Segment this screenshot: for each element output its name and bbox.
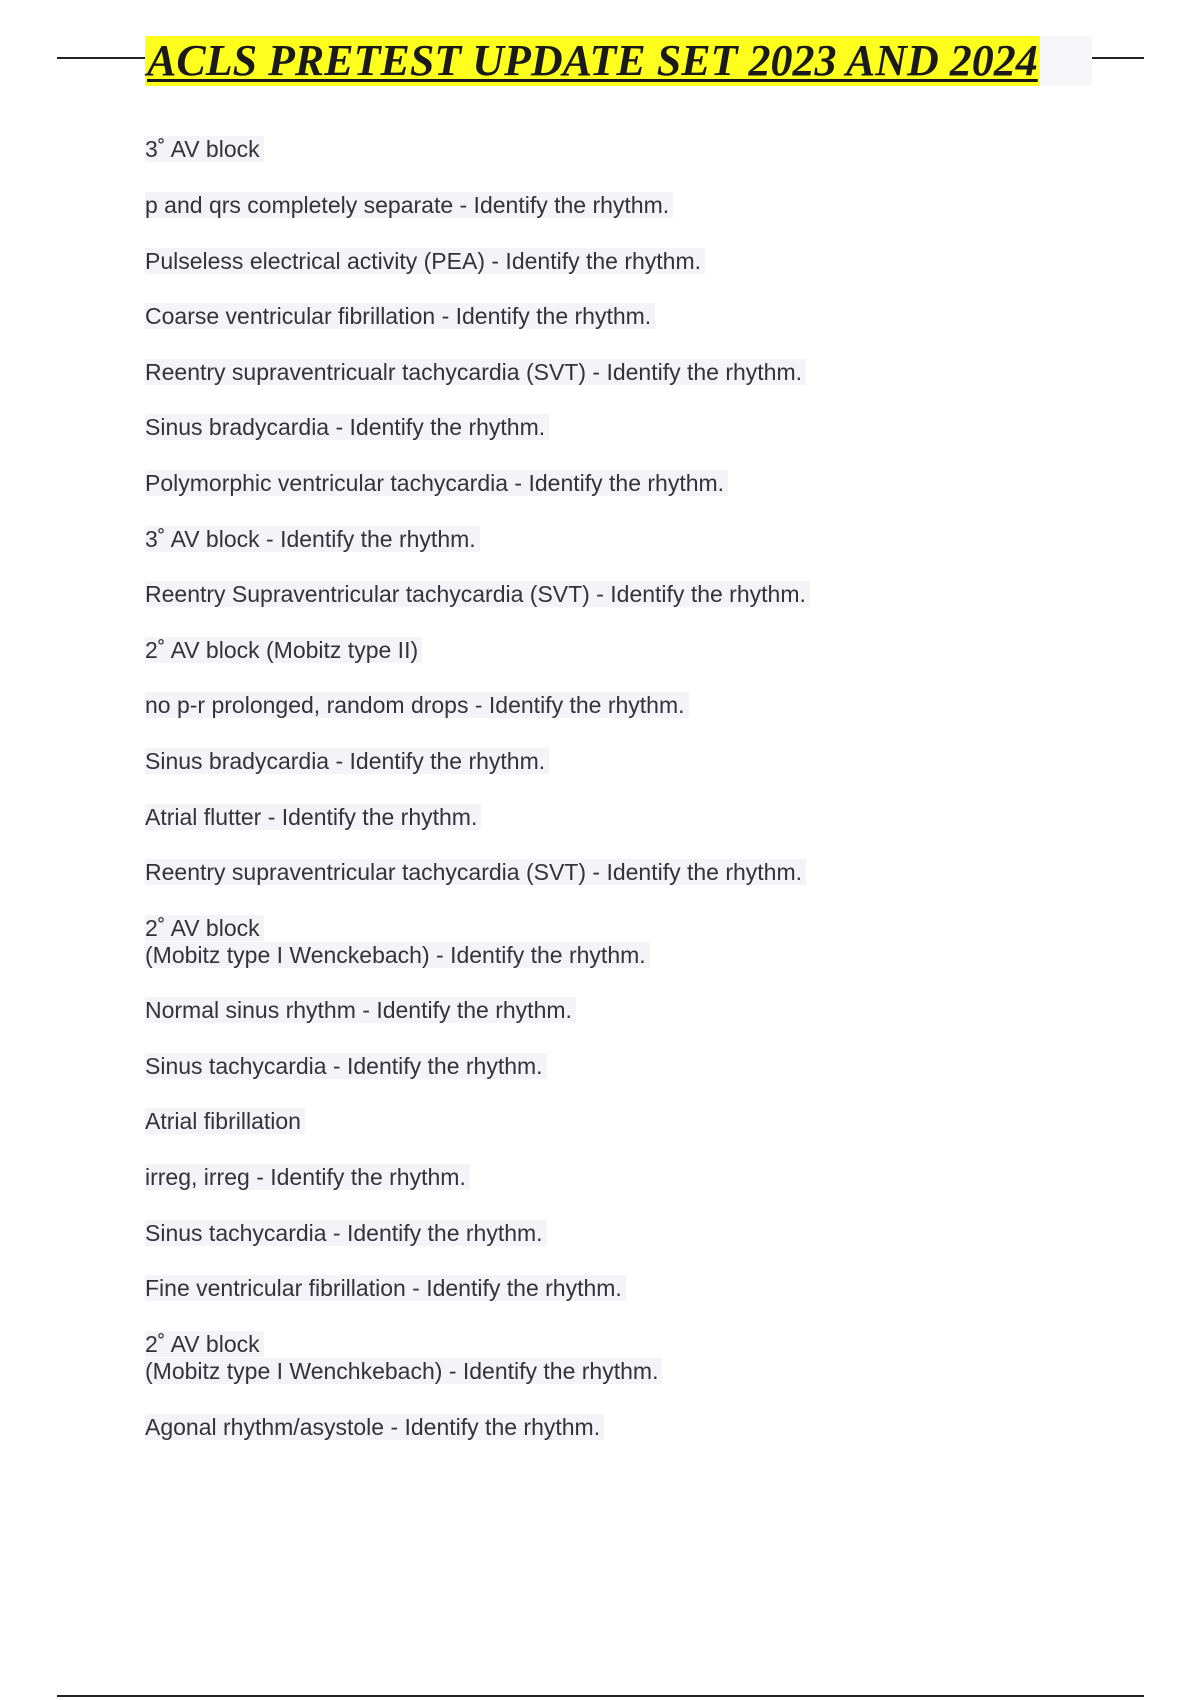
text-line: Agonal rhythm/asystole - Identify the rhythm. [145, 1413, 604, 1442]
text-line: Sinus bradycardia - Identify the rhythm. [145, 747, 549, 776]
text-line: Atrial flutter - Identify the rhythm. [145, 803, 481, 832]
text-line: Polymorphic ventricular tachycardia - Identify the rhythm. [145, 469, 728, 498]
text-line: (Mobitz type I Wenchkebach) - Identify the rhythm. [145, 1357, 662, 1386]
text-line: Pulseless electrical activity (PEA) - Identify the rhythm. [145, 247, 705, 276]
text-line: Reentry supraventricular tachycardia (SVT) - Identify the rhythm. [145, 858, 806, 887]
text-line: Reentry Supraventricular tachycardia (SVT) - Identify the rhythm. [145, 580, 810, 609]
text-line: (Mobitz type I Wenckebach) - Identify the rhythm. [145, 941, 650, 970]
footer-rule [57, 1695, 1144, 1697]
text-line: 3˚ AV block - Identify the rhythm. [145, 525, 480, 554]
text-line: Atrial fibrillation [145, 1107, 305, 1136]
text-line: irreg, irreg - Identify the rhythm. [145, 1163, 470, 1192]
text-line: Sinus tachycardia - Identify the rhythm. [145, 1219, 547, 1248]
text-line: 2˚ AV block (Mobitz type II) [145, 636, 422, 665]
text-line: 3˚ AV block [145, 135, 264, 164]
text-line: Reentry supraventricualr tachycardia (SVT) - Identify the rhythm. [145, 358, 806, 387]
header-rule-right [1092, 57, 1144, 59]
text-line: Sinus tachycardia - Identify the rhythm. [145, 1052, 547, 1081]
text-line: Coarse ventricular fibrillation - Identify the rhythm. [145, 302, 655, 331]
header-rule-left [57, 57, 145, 59]
text-line: no p-r prolonged, random drops - Identify the rhythm. [145, 691, 689, 720]
text-line: Sinus bradycardia - Identify the rhythm. [145, 413, 549, 442]
text-line: Fine ventricular fibrillation - Identify the rhythm. [145, 1274, 626, 1303]
text-line: Normal sinus rhythm - Identify the rhythm. [145, 996, 576, 1025]
text-line: p and qrs completely separate - Identify the rhythm. [145, 191, 673, 220]
text-line: 2˚ AV block [145, 914, 264, 943]
text-line: 2˚ AV block [145, 1330, 264, 1359]
document-title: ACLS PRETEST UPDATE SET 2023 AND 2024 [147, 36, 1038, 85]
